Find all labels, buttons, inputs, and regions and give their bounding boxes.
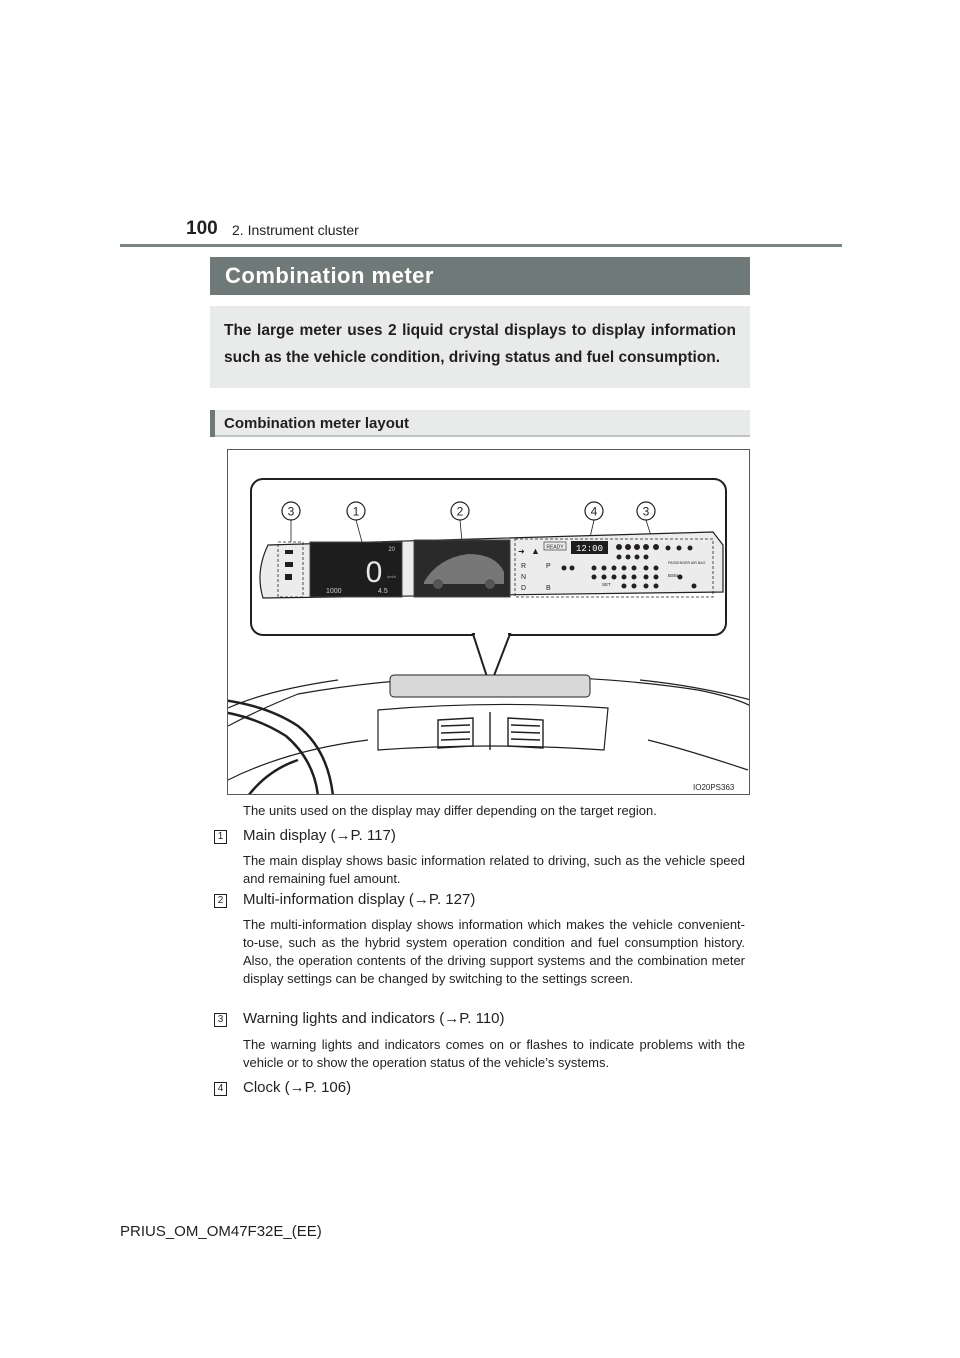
meter-figure	[227, 449, 750, 795]
section-title: 2. Instrument cluster	[232, 222, 359, 238]
pointer-mask	[475, 631, 508, 637]
subheading-accent	[210, 410, 215, 437]
header-rule	[120, 244, 842, 247]
item-title: Main display (→P. 117)	[243, 827, 396, 844]
warning-indicator: ▲	[531, 546, 540, 556]
item-description: The main display shows basic information related to driving, such as the vehicle speed and remaining fuel amount.	[243, 853, 745, 886]
item-number: 3	[214, 1013, 227, 1027]
item-number: 2	[214, 894, 227, 908]
item-description: The warning lights and indicators comes on or flashes to indicate problems with the vehicle or to show the operation status of the vehicle’s systems.	[243, 1037, 745, 1070]
clock-readout: 12:00	[575, 544, 604, 554]
meter-illustration	[228, 450, 750, 795]
gear-b: B	[546, 585, 551, 592]
page-number: 100	[186, 218, 218, 239]
figure-id: IO20PS363	[693, 783, 735, 792]
center-vents	[438, 712, 543, 750]
callout-number: 3	[642, 504, 650, 519]
item-number: 4	[214, 1082, 227, 1096]
callout-number: 1	[352, 504, 360, 519]
temp-readout: 20	[388, 547, 395, 553]
units-note: The units used on the display may differ depending on the target region.	[243, 803, 657, 818]
callout-number: 4	[590, 504, 598, 519]
item-title: Multi-information display (→P. 127)	[243, 891, 476, 908]
set-indicator: SET	[602, 582, 611, 587]
odometer-readout: 1000	[326, 588, 342, 595]
steering-wheel	[228, 700, 333, 795]
gear-n: N	[521, 574, 527, 581]
item-number: 1	[214, 830, 227, 844]
item-title: Warning lights and indicators (→P. 110)	[243, 1010, 505, 1027]
bsm-indicator: BSM	[668, 573, 678, 578]
airbag-indicator: PASSENGER AIR BAG	[668, 561, 706, 565]
subheading-bar	[210, 410, 750, 437]
callout-number: 3	[287, 504, 295, 519]
ready-indicator: READY	[546, 544, 564, 551]
item-description: The multi-information display shows information which makes the vehicle convenient-to-use, such as the hybrid system operation condition and fuel consumption history. Also, the operation contents of the driving support systems and the combination meter display settings can be changed by switching to the settings screen.	[243, 917, 745, 986]
footer-text: PRIUS_OM_OM47F32E_(EE)	[120, 1223, 322, 1240]
speed-unit: km/h	[387, 574, 396, 579]
speed-readout: 0	[365, 556, 383, 589]
arrow-indicator: ➜	[518, 547, 525, 556]
callout-number: 2	[456, 504, 464, 519]
fuel-economy-readout: 4.5	[378, 588, 388, 595]
gear-d: D	[521, 585, 527, 592]
intro-text: The large meter uses 2 liquid crystal displays to display information such as the vehicle condition, driving status and fuel consumption.	[224, 322, 736, 366]
item-title: Clock (→P. 106)	[243, 1079, 352, 1096]
meter-housing	[390, 675, 590, 697]
gear-p: P	[546, 563, 551, 570]
page-title: Combination meter	[225, 263, 434, 288]
gear-r: R	[521, 563, 527, 570]
subheading: Combination meter layout	[224, 415, 410, 432]
title-bar	[210, 257, 750, 295]
intro-box	[210, 306, 750, 388]
